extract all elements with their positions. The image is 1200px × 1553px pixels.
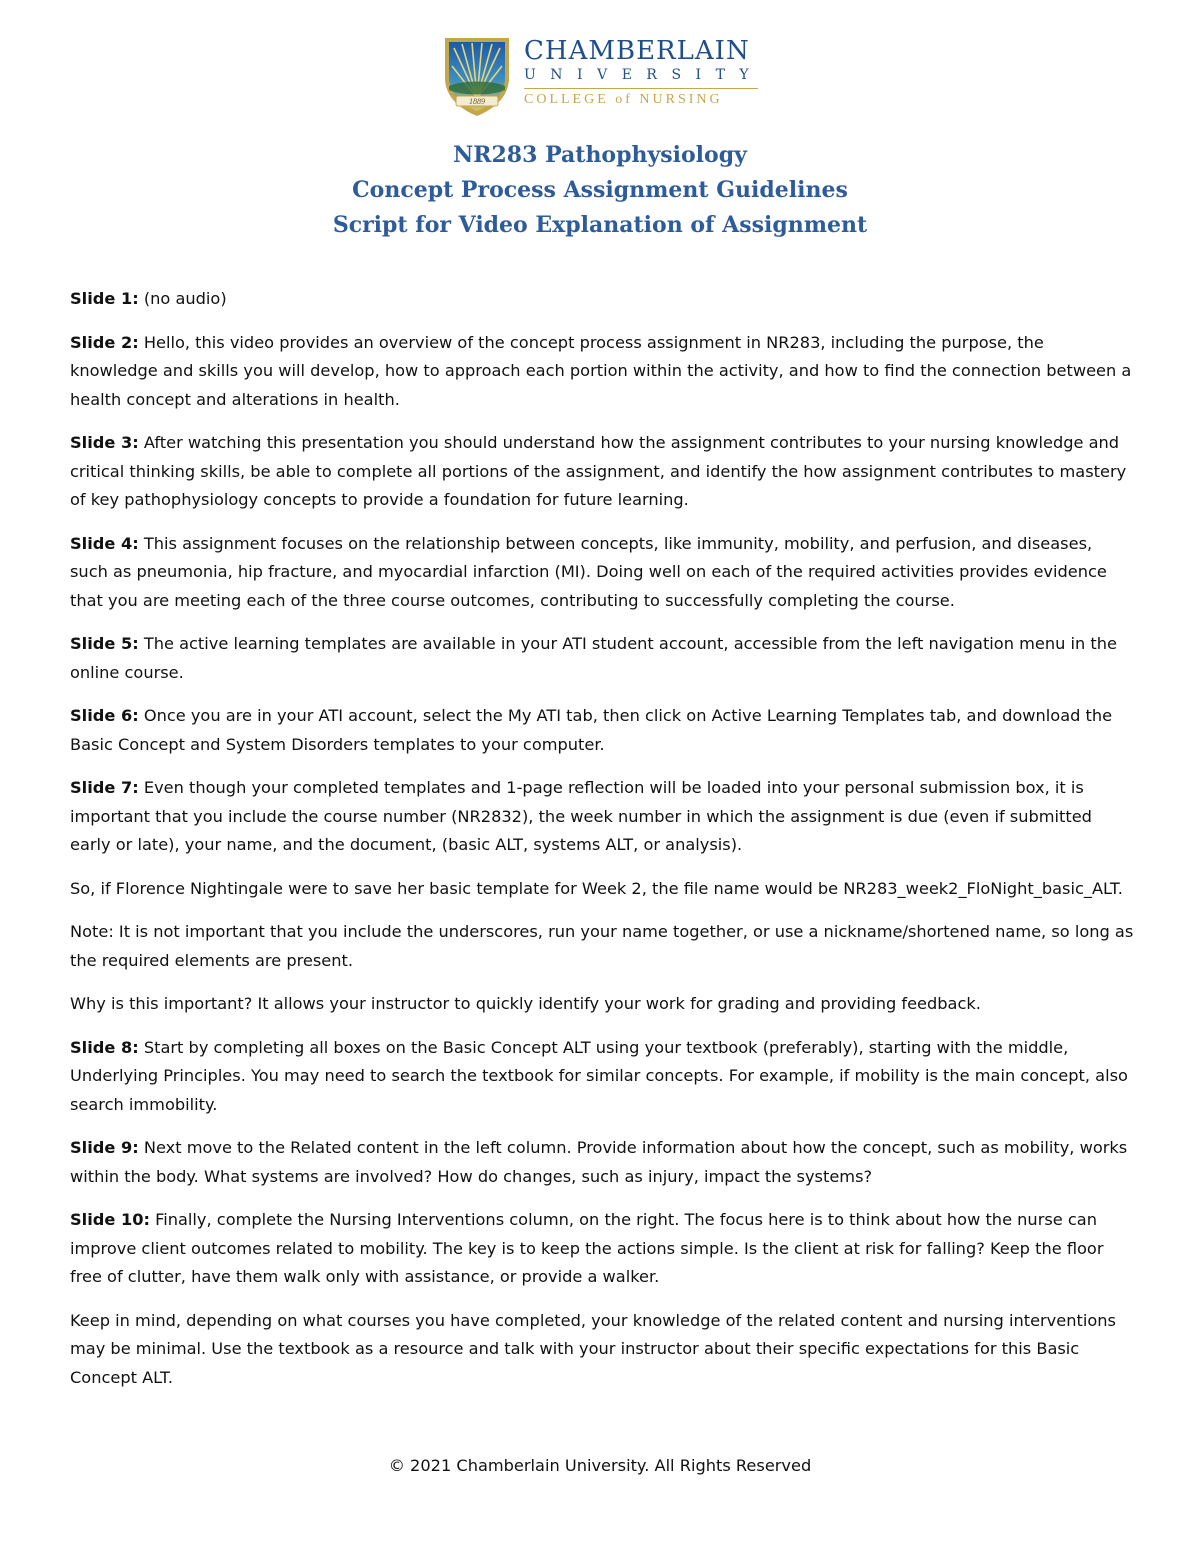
paragraph-label: Slide 7: <box>70 778 139 797</box>
paragraph-slide-5 <box>70 630 1134 687</box>
paragraph-text: Even though your completed templates and 1-page reflection will be loaded into your personal submission box, it is important that you include the course number (NR2832), the week number in which the assignment is due (even if submitted early or late), your name, and the document, (basic ALT, systems ALT, or analysis). <box>70 778 1092 854</box>
paragraph-slide-2 <box>70 329 1134 415</box>
paragraph-slide-9 <box>70 1134 1134 1191</box>
paragraph-label: Slide 1: <box>70 289 139 308</box>
paragraph-slide-6 <box>70 702 1134 759</box>
paragraph-label: Slide 6: <box>70 706 139 725</box>
copyright-footer: © 2021 Chamberlain University. All Rights Reserved <box>388 1456 812 1475</box>
paragraph-file-name-example <box>70 875 1134 904</box>
paragraph-label: Slide 9: <box>70 1138 139 1157</box>
logo-university: UNIVERSITY <box>524 67 764 83</box>
paragraph-text: Keep in mind, depending on what courses you have completed, your knowledge of the related content and nursing interventions may be minimal. Use the textbook as a resource and talk with your instructor about their specific expectations for this Basic Concept ALT. <box>70 1310 1116 1387</box>
paragraph-text: This assignment focuses on the relationship between concepts, like immunity, mobility, and perfusion, and diseases, such as pneumonia, hip fracture, and myocardial infarction (MI). Doing well on each of the required activities provides evidence that you are meeting each of the three course outcomes, contributing to successfully completing the course. <box>70 533 1107 610</box>
paragraph-keep-in-mind <box>70 1307 1134 1393</box>
paragraph-text: Once you are in your ATI account, select the My ATI tab, then click on Active Learning Templates tab, and download the Basic Concept and System Disorders templates to your computer. <box>70 706 1113 754</box>
paragraph-text: Next move to the Related content in the left column. Provide information about how the concept, such as mobility, works within the body. What systems are involved? How do changes, such as injury, impact the systems? <box>70 1138 1128 1186</box>
script-body <box>70 285 1134 1407</box>
paragraph-slide-8 <box>70 1034 1134 1120</box>
paragraph-slide-7 <box>70 774 1134 860</box>
logo-college: COLLEGE of NURSING <box>524 92 723 107</box>
course-title: NR283 Pathophysiology <box>453 142 747 168</box>
paragraph-text: After watching this presentation you should understand how the assignment contributes to your nursing knowledge and critical thinking skills, be able to complete all portions of the assignment, and identify the how assignment contributes to mastery of key pathophysiology concepts to provide a foundation for future learning. <box>70 433 1127 509</box>
paragraph-slide-3 <box>70 429 1134 515</box>
logo-name: CHAMBERLAIN <box>524 36 750 66</box>
paragraph-label: Slide 10: <box>70 1210 150 1229</box>
paragraph-text: Start by completing all boxes on the Basic Concept ALT using your textbook (preferably), starting with the middle, Underlying Principles. You may need to search the textbook for similar concepts. For example, if mobility is the main concept, also search immobility. <box>70 1037 1128 1114</box>
paragraph-slide-4 <box>70 530 1134 616</box>
university-shield-icon <box>442 36 512 118</box>
paragraph-label: Slide 5: <box>70 634 139 653</box>
paragraph-text: Note: It is not important that you include the underscores, run your name together, or use a nickname/shortened name, so long as the required elements are present. <box>70 922 1134 970</box>
document-title-block <box>0 138 1200 243</box>
paragraph-text: Why is this important? It allows your instructor to quickly identify your work for grading and providing feedback. <box>70 994 981 1013</box>
paragraph-text: (no audio) <box>138 289 227 308</box>
paragraph-label: Slide 2: <box>70 332 139 352</box>
assignment-title: Concept Process Assignment Guidelines <box>352 177 848 203</box>
paragraph-text: Hello, this video provides an overview of the concept process assignment in NR283, including the purpose, the knowledge and skills you will develop, how to approach each portion within the activity, and how to find the connection between a health concept and alterations in health. <box>70 332 1132 409</box>
paragraph-why-important <box>70 990 1134 1019</box>
paragraph-slide-1 <box>70 285 1134 314</box>
paragraph-text: Finally, complete the Nursing Interventions column, on the right. The focus here is to think about how the nurse can improve client outcomes related to mobility. The key is to keep the actions simple. Is the client at risk for falling? Keep the floor free of clutter, have them walk only with assistance, or provide a walker. <box>70 1210 1104 1286</box>
logo-year: 1889 <box>469 97 485 106</box>
paragraph-note <box>70 918 1134 975</box>
script-title: Script for Video Explanation of Assignment <box>332 212 868 238</box>
paragraph-label: Slide 3: <box>70 433 139 452</box>
paragraph-label: Slide 8: <box>70 1037 139 1057</box>
paragraph-text: So, if Florence Nightingale were to save her basic template for Week 2, the file name would be NR283_week2_FloNight_basic_ALT. <box>70 878 1123 898</box>
paragraph-label: Slide 4: <box>70 533 139 553</box>
paragraph-slide-10 <box>70 1206 1134 1292</box>
paragraph-text: The active learning templates are available in your ATI student account, accessible from the left navigation menu in the online course. <box>70 634 1117 682</box>
logo-divider <box>524 88 758 89</box>
chamberlain-logo <box>442 36 762 120</box>
